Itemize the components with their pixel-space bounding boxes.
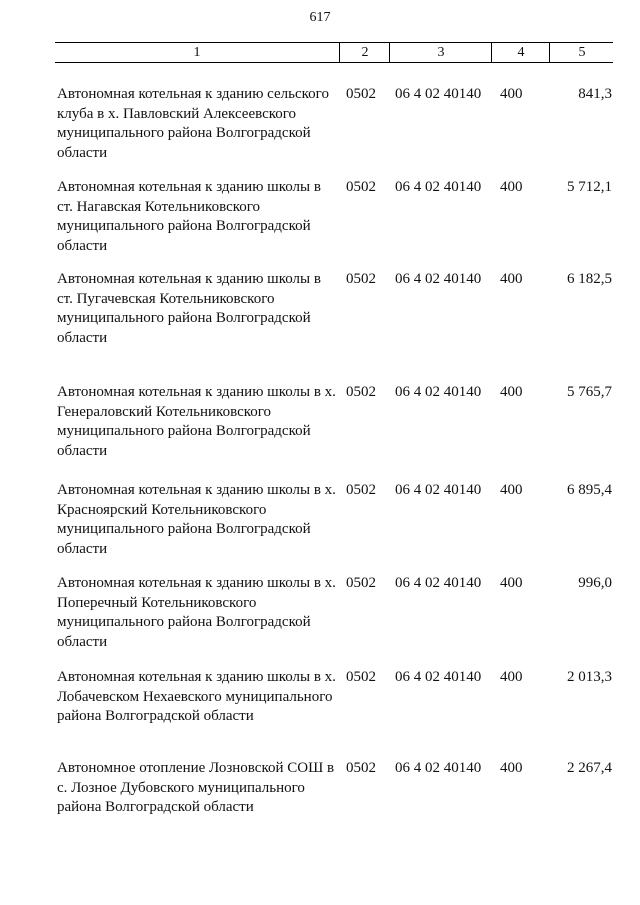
row-amount: 841,3 xyxy=(578,86,612,102)
page-number: 617 xyxy=(309,10,331,25)
row-section: 0502 xyxy=(346,760,376,776)
row-type: 400 xyxy=(500,86,523,102)
row-name: Автономная котельная к зданию школы в х. Генераловский Котельниковского муниципального района Волгоградской области xyxy=(57,384,336,459)
row-section: 0502 xyxy=(346,575,376,591)
header-col-4: 4 xyxy=(491,43,550,62)
row-type: 400 xyxy=(500,271,523,287)
row-code: 06 4 02 40140 xyxy=(395,384,482,400)
row-amount: 2 267,4 xyxy=(567,760,612,776)
row-type: 400 xyxy=(500,384,523,400)
row-code: 06 4 02 40140 xyxy=(395,760,482,776)
row-amount: 6 182,5 xyxy=(567,271,612,287)
header-col-5: 5 xyxy=(549,43,614,62)
row-section: 0502 xyxy=(346,384,376,400)
row-name: Автономное отопление Лозновской СОШ в с. Лозное Дубовского муниципального района Волгоградской области xyxy=(57,760,335,815)
row-name: Автономная котельная к зданию школы в ст. Пугачевская Котельниковского муниципального района Волгоградской области xyxy=(57,271,321,346)
table-header xyxy=(55,42,613,63)
row-name: Автономная котельная к зданию школы в х. Лобачевском Нехаевского муниципального района Волгоградской области xyxy=(57,669,336,724)
row-section: 0502 xyxy=(346,179,376,195)
row-section: 0502 xyxy=(346,271,376,287)
row-amount: 6 895,4 xyxy=(567,482,612,498)
row-code: 06 4 02 40140 xyxy=(395,575,482,591)
row-section: 0502 xyxy=(346,669,376,685)
header-col-2: 2 xyxy=(339,43,390,62)
row-amount: 996,0 xyxy=(578,575,612,591)
row-section: 0502 xyxy=(346,86,376,102)
row-code: 06 4 02 40140 xyxy=(395,179,482,195)
row-code: 06 4 02 40140 xyxy=(395,669,482,685)
row-type: 400 xyxy=(500,760,523,776)
row-section: 0502 xyxy=(346,482,376,498)
row-type: 400 xyxy=(500,669,523,685)
row-name: Автономная котельная к зданию школы в ст. Нагавская Котельниковского муниципального района Волгоградской области xyxy=(57,179,321,254)
row-name: Автономная котельная к зданию сельского клуба в х. Павловский Алексеевского муниципального района Волгоградской области xyxy=(57,86,329,161)
row-type: 400 xyxy=(500,575,523,591)
row-code: 06 4 02 40140 xyxy=(395,271,482,287)
row-name: Автономная котельная к зданию школы в х. Красноярский Котельниковского муниципального района Волгоградской области xyxy=(57,482,336,557)
row-code: 06 4 02 40140 xyxy=(395,86,482,102)
row-amount: 5 712,1 xyxy=(567,179,612,195)
header-col-1: 1 xyxy=(193,45,201,60)
header-col-3: 3 xyxy=(389,43,492,62)
row-amount: 2 013,3 xyxy=(567,669,612,685)
row-type: 400 xyxy=(500,482,523,498)
row-amount: 5 765,7 xyxy=(567,384,612,400)
row-code: 06 4 02 40140 xyxy=(395,482,482,498)
row-name: Автономная котельная к зданию школы в х. Поперечный Котельниковского муниципального района Волгоградской области xyxy=(57,575,336,650)
row-type: 400 xyxy=(500,179,523,195)
